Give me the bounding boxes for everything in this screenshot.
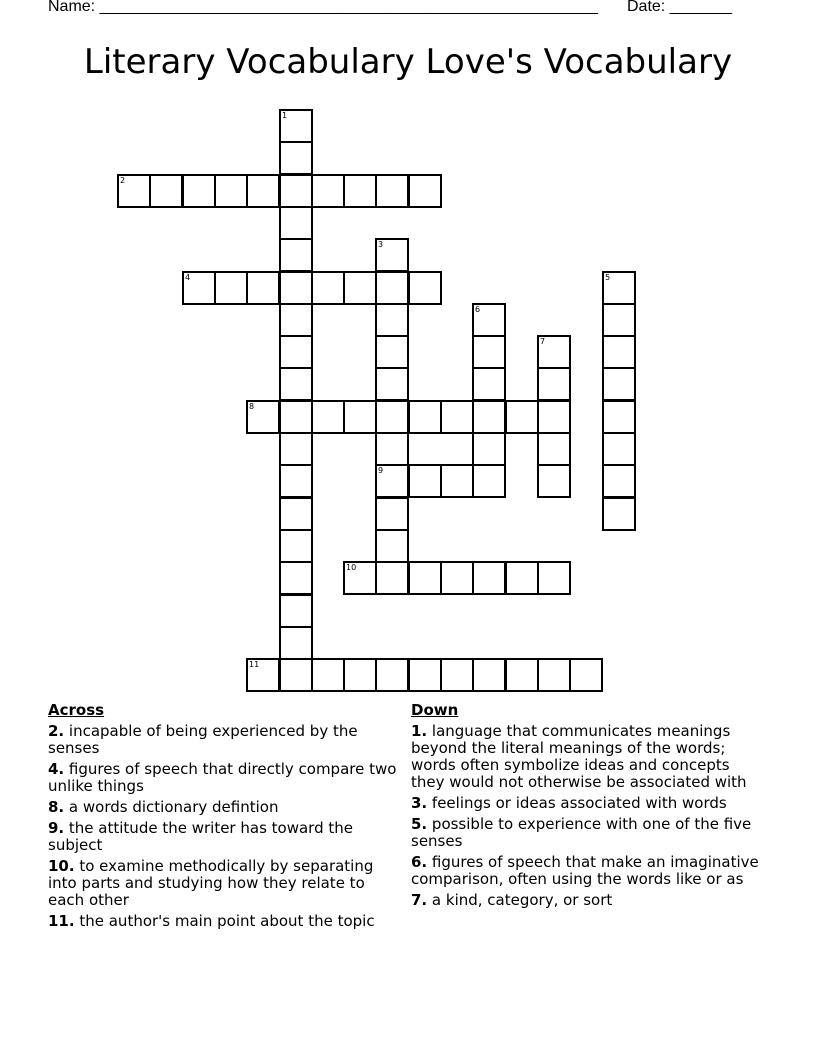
puzzle-title: Literary Vocabulary Love's Vocabulary bbox=[83, 42, 733, 82]
grid-cell[interactable] bbox=[279, 303, 313, 337]
grid-cell[interactable] bbox=[375, 432, 409, 466]
clue-down bbox=[411, 854, 761, 888]
grid-cell[interactable] bbox=[182, 271, 216, 305]
clue-across bbox=[48, 723, 400, 757]
cell-number: 4 bbox=[185, 273, 191, 282]
clue-text: figures of speech that make an imaginative comparison, often using the words like or as bbox=[411, 853, 759, 888]
across-heading: Across bbox=[48, 701, 105, 719]
grid-cell[interactable] bbox=[279, 174, 313, 208]
grid-cell[interactable] bbox=[537, 400, 571, 434]
grid-cell[interactable] bbox=[279, 497, 313, 531]
grid-cell[interactable] bbox=[440, 464, 474, 498]
grid-cell[interactable] bbox=[375, 464, 409, 498]
grid-cell[interactable] bbox=[279, 109, 313, 143]
grid-cell[interactable] bbox=[375, 529, 409, 563]
grid-cell[interactable] bbox=[311, 174, 345, 208]
clue-text: feelings or ideas associated with words bbox=[431, 794, 727, 812]
grid-cell[interactable] bbox=[343, 271, 377, 305]
grid-cell[interactable] bbox=[602, 271, 636, 305]
grid-cell[interactable] bbox=[505, 658, 539, 692]
clue-number: 1. bbox=[411, 722, 428, 740]
grid-cell[interactable] bbox=[537, 658, 571, 692]
clue-number: 9. bbox=[48, 819, 65, 837]
grid-cell[interactable] bbox=[279, 335, 313, 369]
grid-cell[interactable] bbox=[279, 464, 313, 498]
date-field[interactable]: Date: _______ bbox=[627, 0, 732, 15]
grid-cell[interactable] bbox=[343, 174, 377, 208]
grid-cell[interactable] bbox=[311, 400, 345, 434]
grid-cell[interactable] bbox=[602, 464, 636, 498]
grid-cell[interactable] bbox=[537, 432, 571, 466]
grid-cell[interactable] bbox=[505, 400, 539, 434]
grid-cell[interactable] bbox=[343, 561, 377, 595]
clue-number: 7. bbox=[411, 891, 428, 909]
cell-number: 5 bbox=[605, 273, 611, 282]
clue-text: language that communicates meanings beyond the literal meanings of the words; words often symbolize ideas and concepts they would not otherwise be associated with bbox=[411, 722, 747, 791]
grid-cell[interactable] bbox=[182, 174, 216, 208]
clue-text: possible to experience with one of the five senses bbox=[411, 815, 752, 850]
grid-cell[interactable] bbox=[408, 561, 442, 595]
grid-cell[interactable] bbox=[472, 464, 506, 498]
grid-cell[interactable] bbox=[279, 432, 313, 466]
clue-text: figures of speech that directly compare two unlike things bbox=[48, 760, 397, 795]
grid-cell[interactable] bbox=[311, 271, 345, 305]
grid-cell[interactable] bbox=[375, 174, 409, 208]
grid-cell[interactable] bbox=[472, 432, 506, 466]
grid-cell[interactable] bbox=[117, 174, 151, 208]
grid-cell[interactable] bbox=[472, 658, 506, 692]
grid-cell[interactable] bbox=[375, 271, 409, 305]
grid-cell[interactable] bbox=[375, 238, 409, 272]
grid-cell[interactable] bbox=[375, 303, 409, 337]
grid-cell[interactable] bbox=[472, 561, 506, 595]
grid-cell[interactable] bbox=[569, 658, 603, 692]
grid-cell[interactable] bbox=[279, 626, 313, 660]
grid-cell[interactable] bbox=[602, 497, 636, 531]
down-clues bbox=[411, 702, 761, 913]
clue-number: 8. bbox=[48, 798, 65, 816]
grid-cell[interactable] bbox=[343, 400, 377, 434]
grid-cell[interactable] bbox=[279, 367, 313, 401]
clue-number: 6. bbox=[411, 853, 428, 871]
clue-number: 3. bbox=[411, 794, 428, 812]
grid-cell[interactable] bbox=[472, 335, 506, 369]
grid-cell[interactable] bbox=[375, 400, 409, 434]
cell-number: 8 bbox=[249, 402, 255, 411]
grid-cell[interactable] bbox=[440, 400, 474, 434]
grid-cell[interactable] bbox=[279, 141, 313, 175]
grid-cell[interactable] bbox=[602, 400, 636, 434]
grid-cell[interactable] bbox=[279, 271, 313, 305]
grid-cell[interactable] bbox=[537, 464, 571, 498]
grid-cell[interactable] bbox=[602, 367, 636, 401]
grid-cell[interactable] bbox=[505, 561, 539, 595]
clue-across bbox=[48, 799, 400, 816]
grid-cell[interactable] bbox=[472, 400, 506, 434]
grid-cell[interactable] bbox=[408, 271, 442, 305]
grid-cell[interactable] bbox=[375, 561, 409, 595]
cell-number: 10 bbox=[346, 563, 357, 572]
grid-cell[interactable] bbox=[149, 174, 183, 208]
grid-cell[interactable] bbox=[408, 658, 442, 692]
clue-text: the attitude the writer has toward the subject bbox=[48, 819, 353, 854]
grid-cell[interactable] bbox=[408, 174, 442, 208]
clue-down bbox=[411, 723, 761, 791]
cell-number: 11 bbox=[249, 660, 260, 669]
grid-cell[interactable] bbox=[602, 335, 636, 369]
grid-cell[interactable] bbox=[279, 658, 313, 692]
clue-number: 11. bbox=[48, 912, 75, 930]
grid-cell[interactable] bbox=[311, 658, 345, 692]
grid-cell[interactable] bbox=[602, 432, 636, 466]
cell-number: 9 bbox=[378, 466, 384, 475]
grid-cell[interactable] bbox=[375, 658, 409, 692]
grid-cell[interactable] bbox=[537, 367, 571, 401]
clue-across bbox=[48, 820, 400, 854]
clue-across bbox=[48, 858, 400, 909]
clue-text: a words dictionary defintion bbox=[68, 798, 279, 816]
grid-cell[interactable] bbox=[375, 335, 409, 369]
cell-number: 2 bbox=[120, 176, 126, 185]
grid-cell[interactable] bbox=[440, 658, 474, 692]
cell-number: 1 bbox=[282, 111, 288, 120]
clue-text: incapable of being experienced by the senses bbox=[48, 722, 358, 757]
clue-across bbox=[48, 913, 400, 930]
clue-down bbox=[411, 795, 761, 812]
name-field[interactable]: Name: ________________________________________________________ bbox=[48, 0, 598, 15]
grid-cell[interactable] bbox=[279, 238, 313, 272]
clue-text: the author's main point about the topic bbox=[79, 912, 375, 930]
clue-text: to examine methodically by separating into parts and studying how they relate to each other bbox=[48, 857, 374, 909]
grid-cell[interactable] bbox=[246, 271, 280, 305]
cell-number: 6 bbox=[475, 305, 481, 314]
across-clues bbox=[48, 702, 400, 934]
grid-cell[interactable] bbox=[537, 335, 571, 369]
clue-across bbox=[48, 761, 400, 795]
grid-cell[interactable] bbox=[246, 400, 280, 434]
grid-cell[interactable] bbox=[279, 594, 313, 628]
cell-number: 3 bbox=[378, 240, 384, 249]
clue-number: 2. bbox=[48, 722, 65, 740]
clue-down bbox=[411, 892, 761, 909]
clue-number: 5. bbox=[411, 815, 428, 833]
down-heading: Down bbox=[411, 701, 459, 719]
grid-cell[interactable] bbox=[279, 561, 313, 595]
cell-number: 7 bbox=[540, 337, 546, 346]
grid-cell[interactable] bbox=[408, 464, 442, 498]
grid-cell[interactable] bbox=[214, 174, 248, 208]
clue-down bbox=[411, 816, 761, 850]
grid-cell[interactable] bbox=[246, 174, 280, 208]
grid-cell[interactable] bbox=[343, 658, 377, 692]
grid-cell[interactable] bbox=[246, 658, 280, 692]
grid-cell[interactable] bbox=[375, 367, 409, 401]
grid-cell[interactable] bbox=[472, 303, 506, 337]
grid-cell[interactable] bbox=[537, 561, 571, 595]
clue-number: 10. bbox=[48, 857, 75, 875]
grid-cell[interactable] bbox=[472, 367, 506, 401]
clue-text: a kind, category, or sort bbox=[431, 891, 613, 909]
clue-number: 4. bbox=[48, 760, 65, 778]
grid-cell[interactable] bbox=[279, 206, 313, 240]
grid-cell[interactable] bbox=[602, 303, 636, 337]
grid-cell[interactable] bbox=[279, 400, 313, 434]
grid-cell[interactable] bbox=[408, 400, 442, 434]
grid-cell[interactable] bbox=[440, 561, 474, 595]
grid-cell[interactable] bbox=[375, 497, 409, 531]
grid-cell[interactable] bbox=[214, 271, 248, 305]
grid-cell[interactable] bbox=[279, 529, 313, 563]
